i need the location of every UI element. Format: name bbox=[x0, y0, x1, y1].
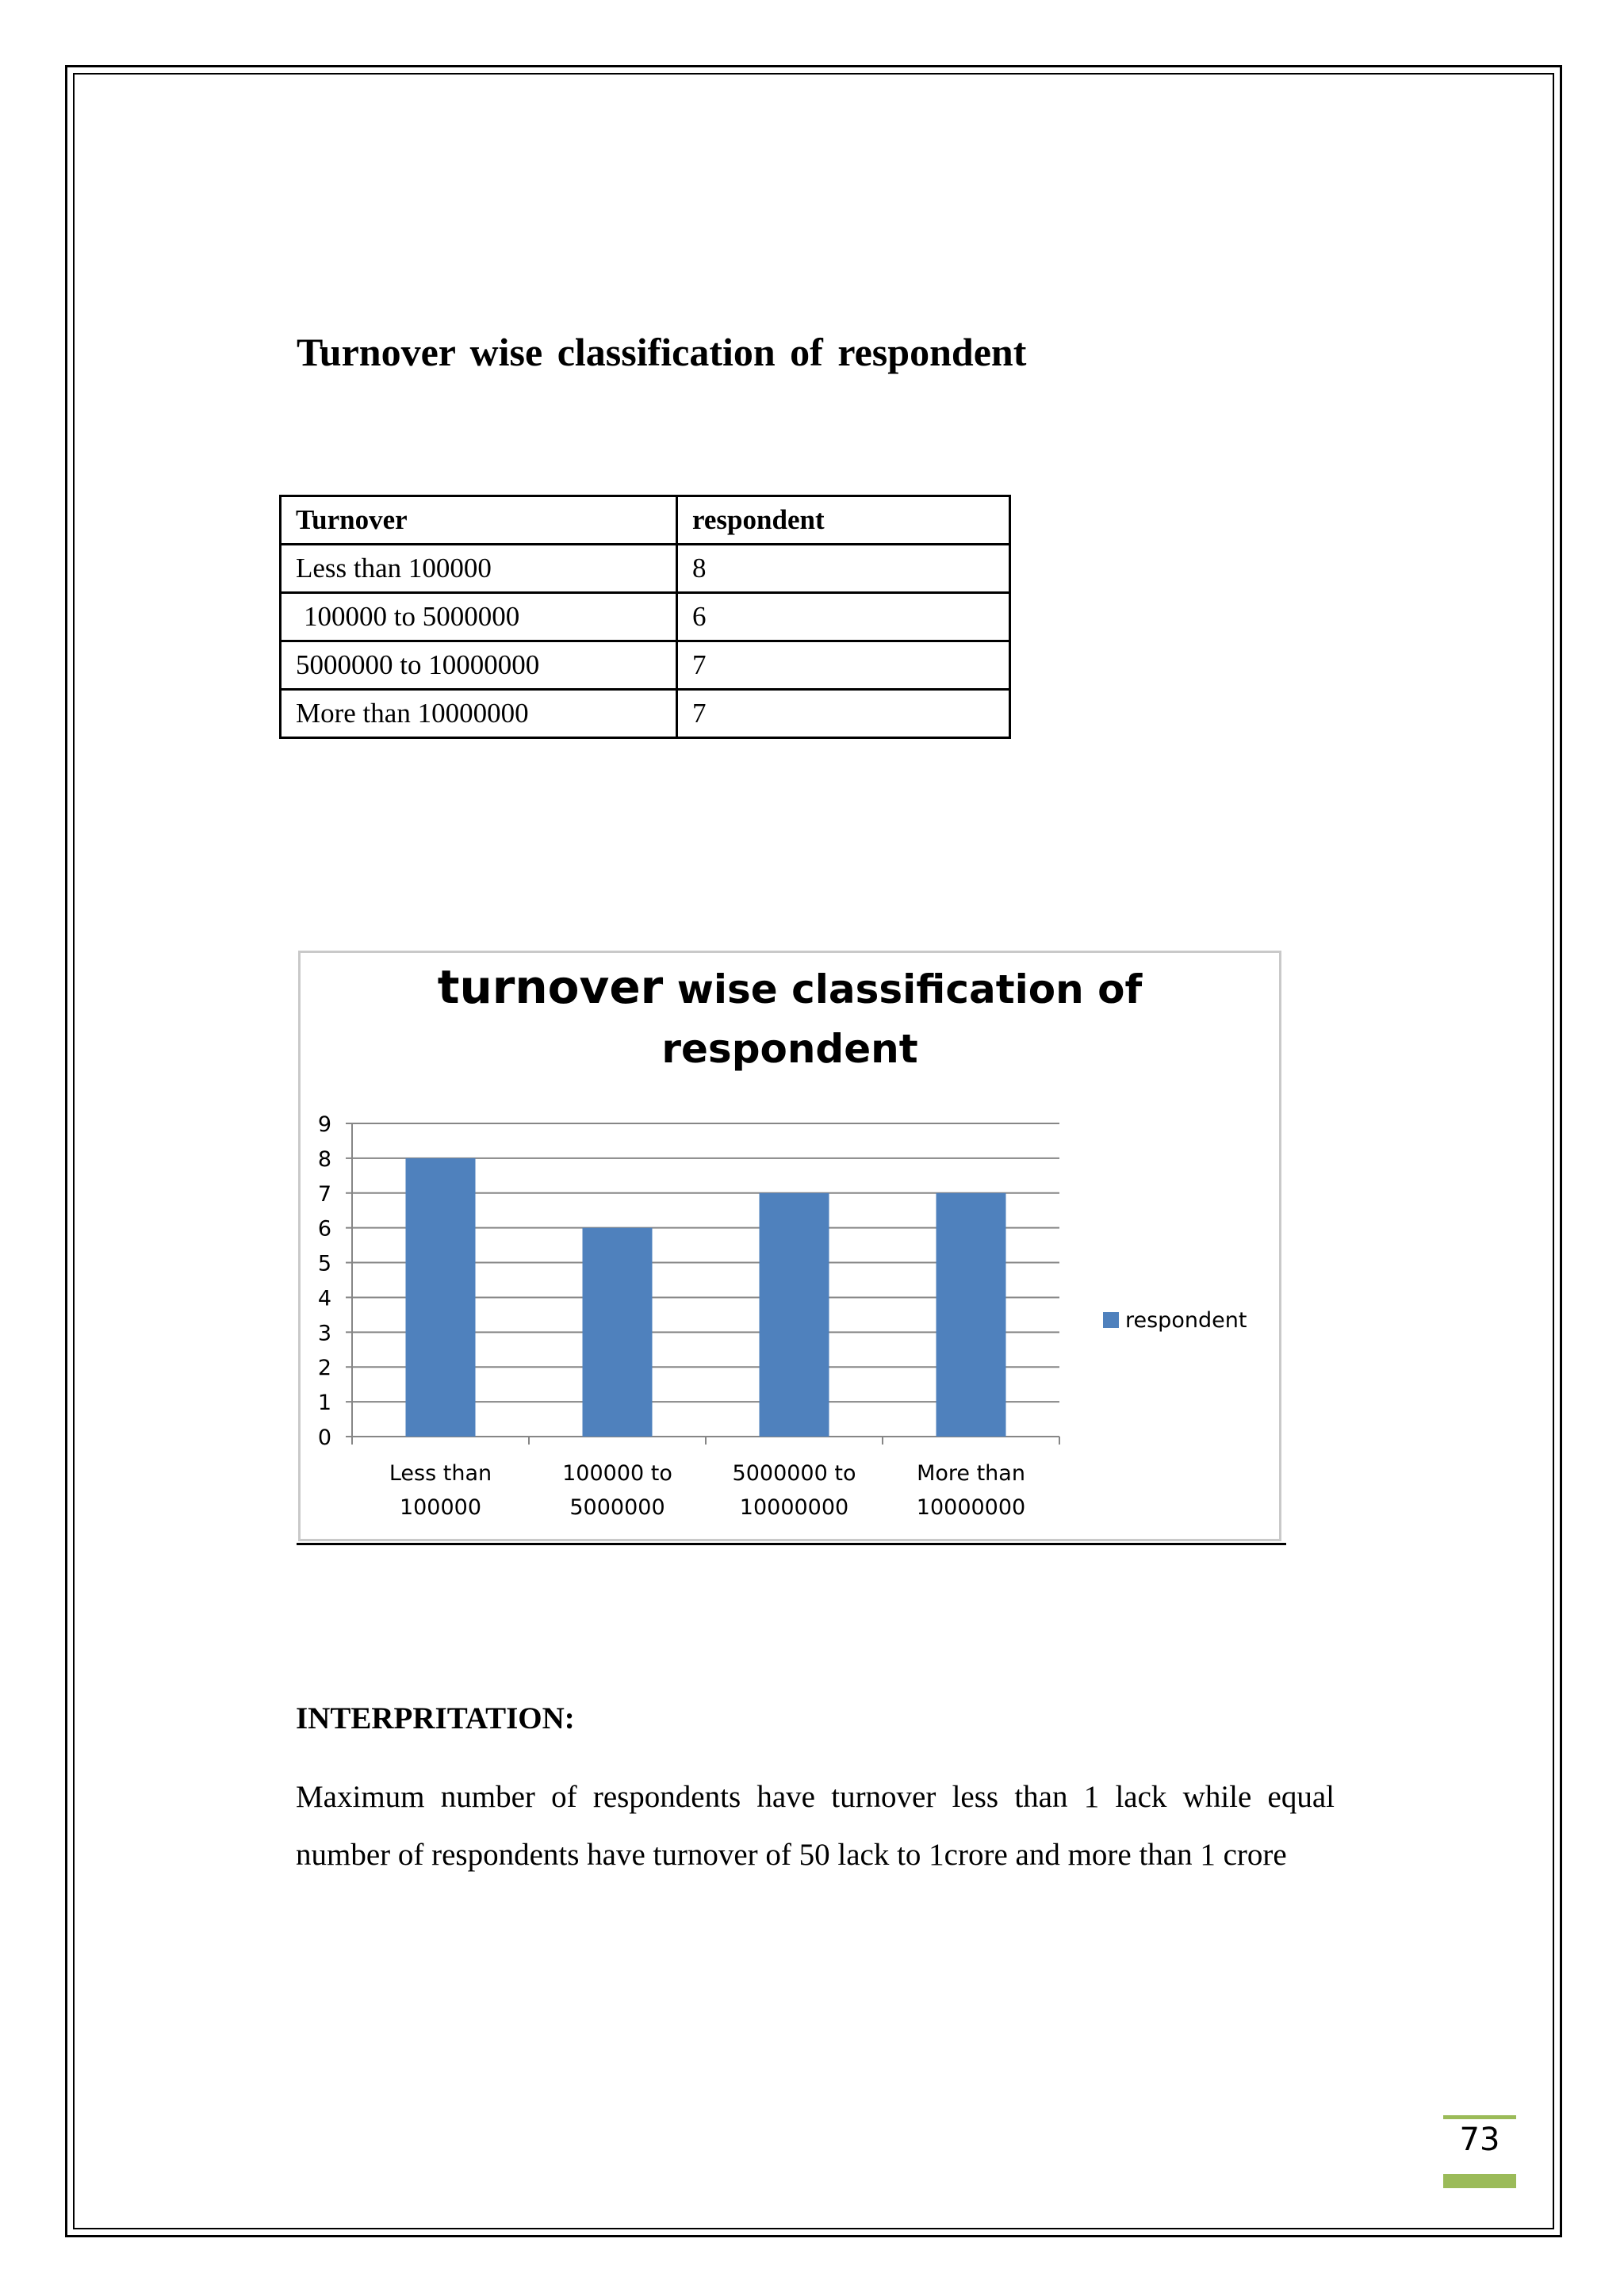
chart-y-tick-label: 9 bbox=[317, 1112, 331, 1137]
table-cell-turnover: More than 10000000 bbox=[281, 690, 677, 738]
table-cell-respondent: 6 bbox=[677, 593, 1010, 641]
chart-title-rest: wise classification of bbox=[663, 966, 1143, 1012]
table-header-row bbox=[281, 496, 1010, 545]
chart-x-tick-label: 100000 to bbox=[562, 1461, 672, 1486]
chart-title-line1 bbox=[438, 960, 1143, 1014]
table-row bbox=[281, 593, 1010, 641]
table-cell-respondent: 8 bbox=[677, 545, 1010, 593]
page-number-accent-top bbox=[1443, 2115, 1516, 2119]
chart-y-tick-label: 0 bbox=[317, 1425, 331, 1450]
chart-x-tick-label: Less than bbox=[389, 1461, 492, 1486]
chart-x-tick-label: 100000 bbox=[399, 1495, 482, 1520]
chart-bar bbox=[406, 1158, 476, 1437]
page-number-accent-bottom bbox=[1443, 2174, 1516, 2188]
turnover-table bbox=[279, 495, 1011, 739]
chart-title-line2: respondent bbox=[661, 1026, 918, 1072]
chart-x-tick-label: 5000000 to bbox=[732, 1461, 856, 1486]
table-cell-respondent: 7 bbox=[677, 690, 1010, 738]
bar-chart bbox=[298, 951, 1281, 1541]
table-cell-turnover: 5000000 to 10000000 bbox=[281, 641, 677, 690]
chart-bar bbox=[936, 1193, 1006, 1437]
table-cell-respondent: 7 bbox=[677, 641, 1010, 690]
chart-bottom-rule bbox=[297, 1543, 1286, 1545]
chart-y-tick-label: 5 bbox=[317, 1251, 331, 1276]
chart-x-tick-label: 10000000 bbox=[916, 1495, 1026, 1520]
chart-y-tick-label: 1 bbox=[317, 1391, 331, 1416]
chart-bar bbox=[583, 1228, 653, 1437]
table-row bbox=[281, 545, 1010, 593]
chart-y-tick-label: 8 bbox=[317, 1146, 331, 1172]
table-row bbox=[281, 690, 1010, 738]
interpretation-text: Maximum number of respondents have turnover less than 1 lack while equal number of respondents have turnover of 50 lack to 1crore and more than 1 crore bbox=[296, 1780, 1335, 1872]
chart-y-tick-label: 6 bbox=[317, 1216, 331, 1242]
table-header-turnover: Turnover bbox=[281, 496, 677, 545]
page-number: 73 bbox=[1459, 2122, 1500, 2158]
table-cell-turnover: 100000 to 5000000 bbox=[281, 593, 677, 641]
page-title: Turnover wise classification of respondent bbox=[297, 330, 1027, 374]
table-cell-turnover: Less than 100000 bbox=[281, 545, 677, 593]
chart-legend-label: respondent bbox=[1125, 1308, 1247, 1333]
chart-legend-swatch bbox=[1103, 1312, 1119, 1328]
chart-x-tick-label: More than bbox=[917, 1461, 1025, 1486]
chart-x-tick-label: 10000000 bbox=[739, 1495, 849, 1520]
chart-bar bbox=[760, 1193, 829, 1437]
chart-x-tick-label: 5000000 bbox=[569, 1495, 665, 1520]
chart-y-tick-label: 3 bbox=[317, 1321, 331, 1346]
table-header-respondent: respondent bbox=[677, 496, 1010, 545]
interpretation-heading: INTERPRITATION: bbox=[296, 1701, 575, 1735]
table-row bbox=[281, 641, 1010, 690]
chart-y-tick-label: 7 bbox=[317, 1181, 331, 1207]
chart-y-tick-label: 4 bbox=[317, 1286, 331, 1311]
chart-title-bold: turnover bbox=[437, 960, 664, 1014]
chart-y-tick-label: 2 bbox=[317, 1356, 331, 1381]
